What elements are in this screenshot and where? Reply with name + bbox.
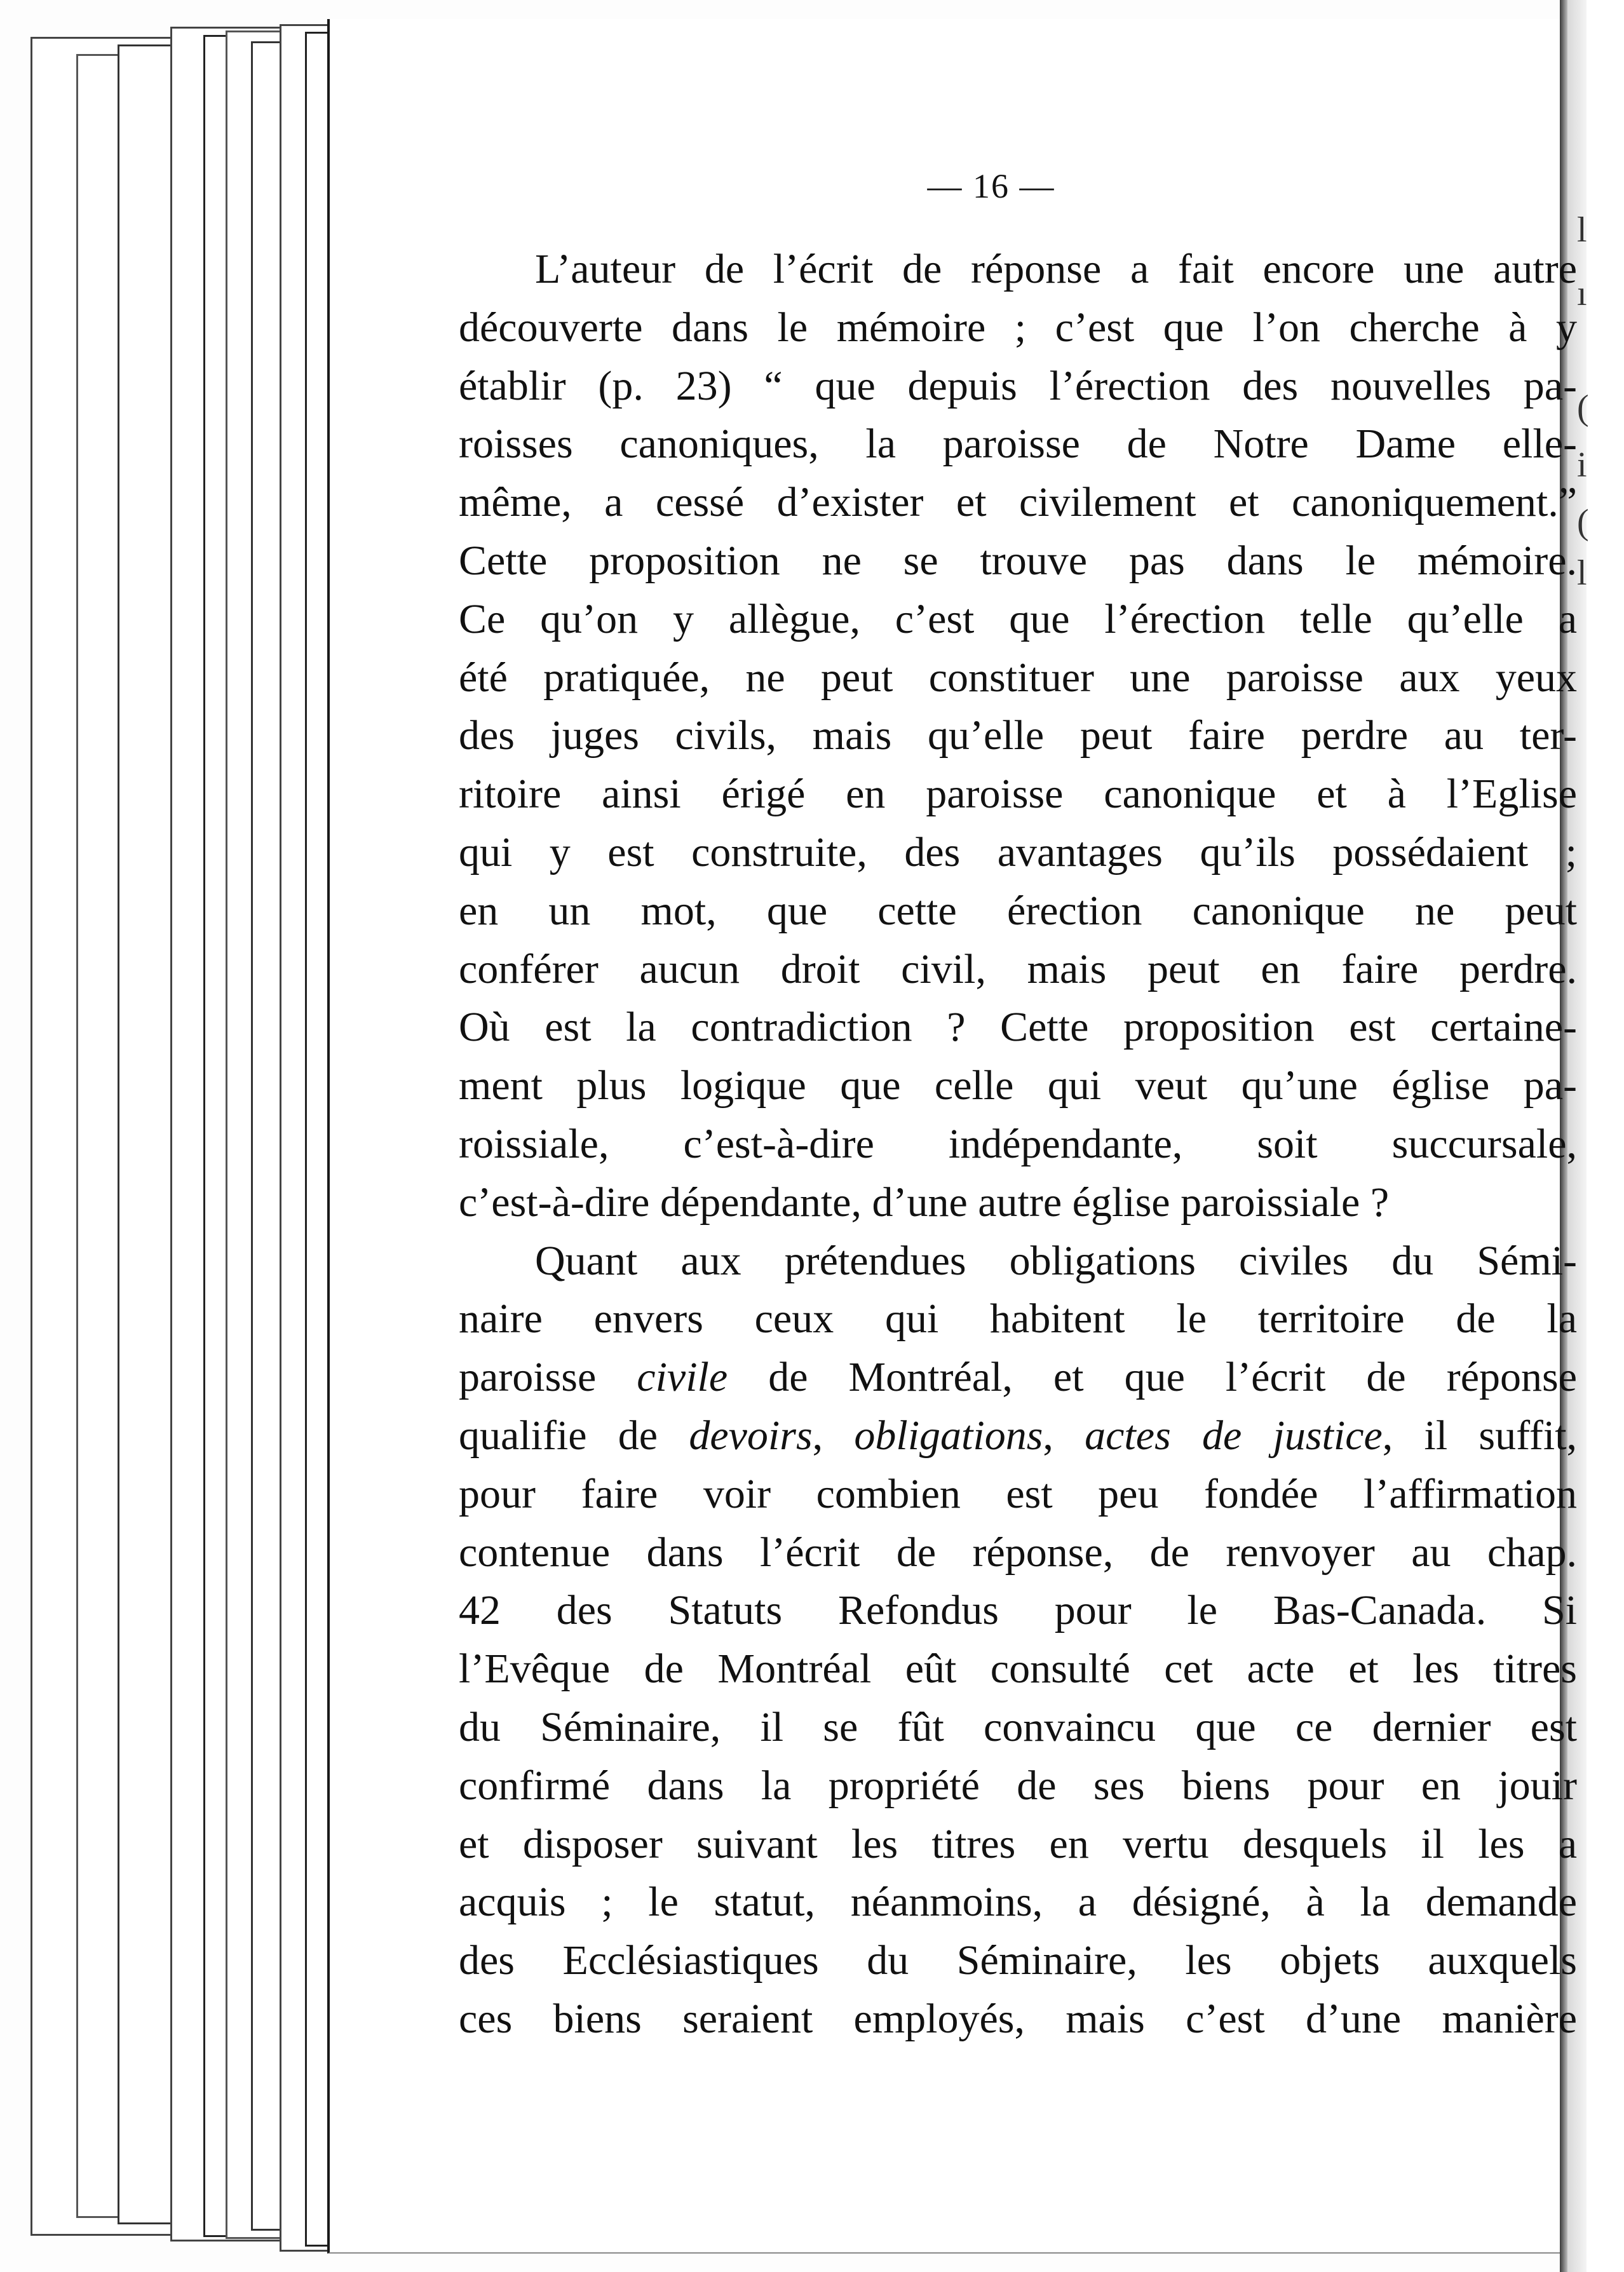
facing-page-glyph: (	[1577, 388, 1589, 428]
text-run: qualifie de	[459, 1412, 689, 1459]
text-line: roisses canoniques, la paroisse de Notre Dame elle-	[459, 421, 1577, 468]
text-run: de Montréal, et que l’écrit de réponse	[727, 1354, 1577, 1401]
text-line: et disposer suivant les titres en vertu desquels il les a	[459, 1820, 1577, 1867]
text-line: même, a cessé d’exister et civilement et canoniquement.”	[459, 479, 1577, 526]
text-line: confirmé dans la propriété de ses biens pour en jouir	[459, 1762, 1577, 1809]
italic-run: obligations	[854, 1412, 1043, 1459]
italic-run: devoirs	[689, 1412, 813, 1459]
facing-page-glyph: l	[1577, 210, 1587, 250]
text-line: découverte dans le mémoire ; c’est que l’on cherche à y	[459, 304, 1577, 351]
text-line: acquis ; le statut, néanmoins, a désigné, à la demande	[459, 1879, 1577, 1926]
text-line	[459, 1407, 1577, 1465]
text-run: ,	[1043, 1412, 1085, 1459]
text-line: qui y est construite, des avantages qu’ils possédaient ;	[459, 828, 1577, 876]
text-line: en un mot, que cette érection canonique ne peut	[459, 887, 1577, 934]
italic-run: civile	[637, 1354, 728, 1401]
text-line: des juges civils, mais qu’elle peut faire perdre au ter-	[459, 712, 1577, 759]
text-line: du Séminaire, il se fût convaincu que ce dernier est	[459, 1703, 1577, 1750]
facing-page-glyph: (	[1577, 503, 1589, 542]
text-line: 42 des Statuts Refondus pour le Bas-Canada. Si	[459, 1587, 1577, 1634]
text-line: Quant aux prétendues obligations civiles du Sémi-	[535, 1237, 1577, 1284]
body-text	[459, 240, 1577, 2048]
text-line: Ce qu’on y allègue, c’est que l’érection telle qu’elle a	[459, 595, 1577, 642]
text-line: l’Evêque de Montréal eût consulté cet acte et les titres	[459, 1646, 1577, 1693]
text-line: ces biens seraient employés, mais c’est d’une manière	[459, 1995, 1577, 2042]
italic-run: actes de justice	[1085, 1412, 1383, 1459]
text-line: c’est-à-dire dépendante, d’une autre église paroissiale ?	[459, 1179, 1390, 1226]
text-line: des Ecclésiastiques du Séminaire, les objets auxquels	[459, 1937, 1577, 1984]
text-line: pour faire voir combien est peu fondée l’affirmation	[459, 1470, 1577, 1517]
text-line	[459, 1348, 1577, 1407]
text-line: établir (p. 23) “ que depuis l’érection des nouvelles pa-	[459, 362, 1577, 409]
page-number: — 16 —	[927, 167, 1055, 205]
text-line: Où est la contradiction ? Cette proposition est certaine-	[459, 1004, 1577, 1051]
text-line: Cette proposition ne se trouve pas dans le mémoire.	[459, 537, 1577, 584]
text-run: ,	[812, 1412, 855, 1459]
text-line: naire envers ceux qui habitent le territoire de la	[459, 1295, 1577, 1342]
text-line: ritoire ainsi érigé en paroisse canonique et à l’Eglise	[459, 771, 1577, 818]
text-line: L’auteur de l’écrit de réponse a fait encore une autre	[535, 246, 1577, 292]
facing-page-glyph: l	[1577, 553, 1587, 593]
text-line: contenue dans l’écrit de réponse, de renvoyer au chap.	[459, 1529, 1577, 1576]
text-line: conférer aucun droit civil, mais peut en faire perdre.	[459, 945, 1577, 992]
text-run: , il suffit,	[1382, 1412, 1578, 1459]
text-line: roissiale, c’est-à-dire indépendante, soit succursale,	[459, 1120, 1577, 1167]
text-run: paroisse	[459, 1354, 637, 1401]
text-line: ment plus logique que celle qui veut qu’une église pa-	[459, 1062, 1577, 1109]
facing-page-glyph: i	[1577, 445, 1587, 485]
text-line: été pratiquée, ne peut constituer une paroisse aux yeux	[459, 654, 1577, 701]
facing-page-glyph: ı	[1577, 274, 1587, 313]
